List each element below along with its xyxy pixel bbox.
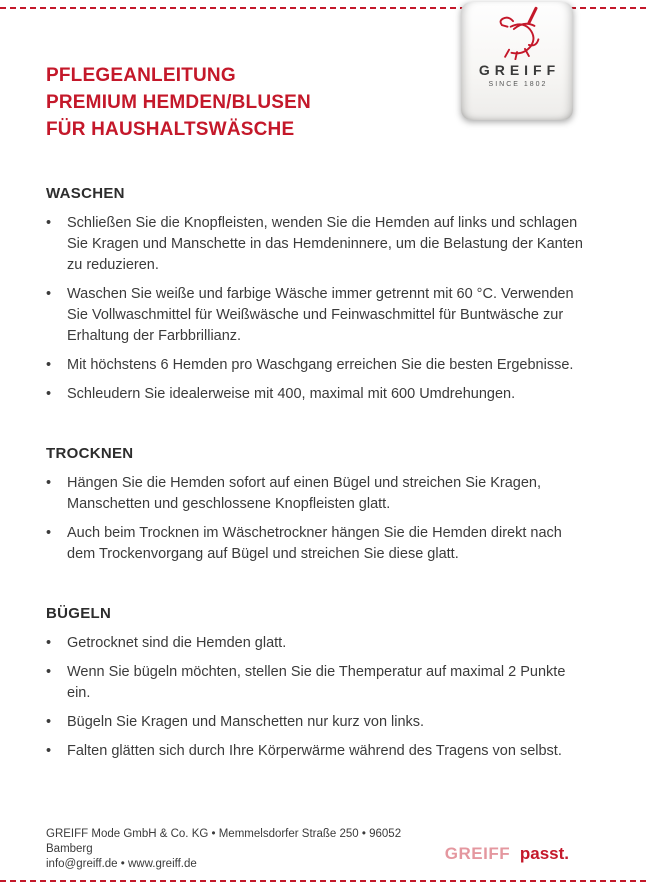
bullet-text: Getrocknet sind die Hemden glatt. <box>67 635 287 651</box>
section-waschen <box>46 185 591 405</box>
title-line-2: PREMIUM HEMDEN/BLUSEN <box>46 92 311 113</box>
greiff-woven-label <box>461 2 573 120</box>
bullet-text: Hängen Sie die Hemden sofort auf einen Bügel und streichen Sie Kragen, Manschetten und geschlossene Knopfleisten glatt. <box>67 475 541 512</box>
claim-brand: GREIFF <box>444 844 511 863</box>
title-line-3: FÜR HAUSHALTSWÄSCHE <box>46 119 295 140</box>
bullet-text: Schleudern Sie idealerweise mit 400, maximal mit 600 Umdrehungen. <box>67 386 516 402</box>
list-item <box>46 741 591 762</box>
bullet-list <box>46 633 591 762</box>
list-item <box>46 384 591 405</box>
brand-claim <box>445 844 569 872</box>
bullet-marker: • <box>46 743 52 759</box>
bottom-cut-line <box>0 880 649 882</box>
bullet-text: Auch beim Trocknen im Wäschetrockner hängen Sie die Hemden direkt nach dem Trockenvorgang auf Bügel und streichen Sie diese glatt. <box>67 525 562 562</box>
page-footer <box>46 827 569 872</box>
bullet-marker: • <box>46 215 52 231</box>
list-item <box>46 662 591 704</box>
list-item <box>46 284 591 347</box>
bullet-list <box>46 473 591 565</box>
section-buegeln <box>46 605 591 762</box>
list-item <box>46 633 591 654</box>
bullet-marker: • <box>46 525 52 541</box>
section-heading: WASCHEN <box>46 185 125 202</box>
bullet-marker: • <box>46 475 52 491</box>
bullet-text: Wenn Sie bügeln möchten, stellen Sie die Themperatur auf maximal 2 Punkte ein. <box>67 664 566 701</box>
contact-line: info@greiff.de • www.greiff.de <box>46 858 197 870</box>
company-address-block <box>46 827 445 872</box>
bullet-text: Mit höchstens 6 Hemden pro Waschgang erreichen Sie die besten Ergebnisse. <box>67 357 574 373</box>
list-item <box>46 213 591 276</box>
griffin-logo-icon <box>488 14 546 60</box>
list-item <box>46 712 591 733</box>
title-line-1: PFLEGEANLEITUNG <box>46 65 236 86</box>
list-item <box>46 523 591 565</box>
section-trocknen <box>46 445 591 565</box>
list-item <box>46 355 591 376</box>
claim-word: passt. <box>519 844 569 863</box>
bullet-text: Waschen Sie weiße und farbige Wäsche immer getrennt mit 60 °C. Verwenden Sie Vollwaschmittel für Weißwäsche und Feinwaschmittel für Buntwäsche zur Erhaltung der Farbbrillianz. <box>67 286 574 344</box>
bullet-text: Schließen Sie die Knopfleisten, wenden Sie die Hemden auf links und schlagen Sie Kragen und Manschette in das Hemdeninnere, um die Belastung der Kanten zu reduzieren. <box>67 215 583 273</box>
brand-name: GREIFF <box>478 62 561 78</box>
bullet-text: Bügeln Sie Kragen und Manschetten nur kurz von links. <box>67 714 425 730</box>
address-line: GREIFF Mode GmbH & Co. KG • Memmelsdorfer Straße 250 • 96052 Bamberg <box>46 828 402 855</box>
bullet-marker: • <box>46 357 52 373</box>
list-item <box>46 473 591 515</box>
section-heading: TROCKNEN <box>46 445 134 462</box>
bullet-marker: • <box>46 386 52 402</box>
bullet-list <box>46 213 591 405</box>
brand-since: SINCE 1802 <box>488 81 548 88</box>
bullet-marker: • <box>46 714 52 730</box>
bullet-text: Falten glätten sich durch Ihre Körperwärme während des Tragens von selbst. <box>67 743 562 759</box>
section-heading: BÜGELN <box>46 605 112 622</box>
bullet-marker: • <box>46 664 52 680</box>
bullet-marker: • <box>46 286 52 302</box>
bullet-marker: • <box>46 635 52 651</box>
